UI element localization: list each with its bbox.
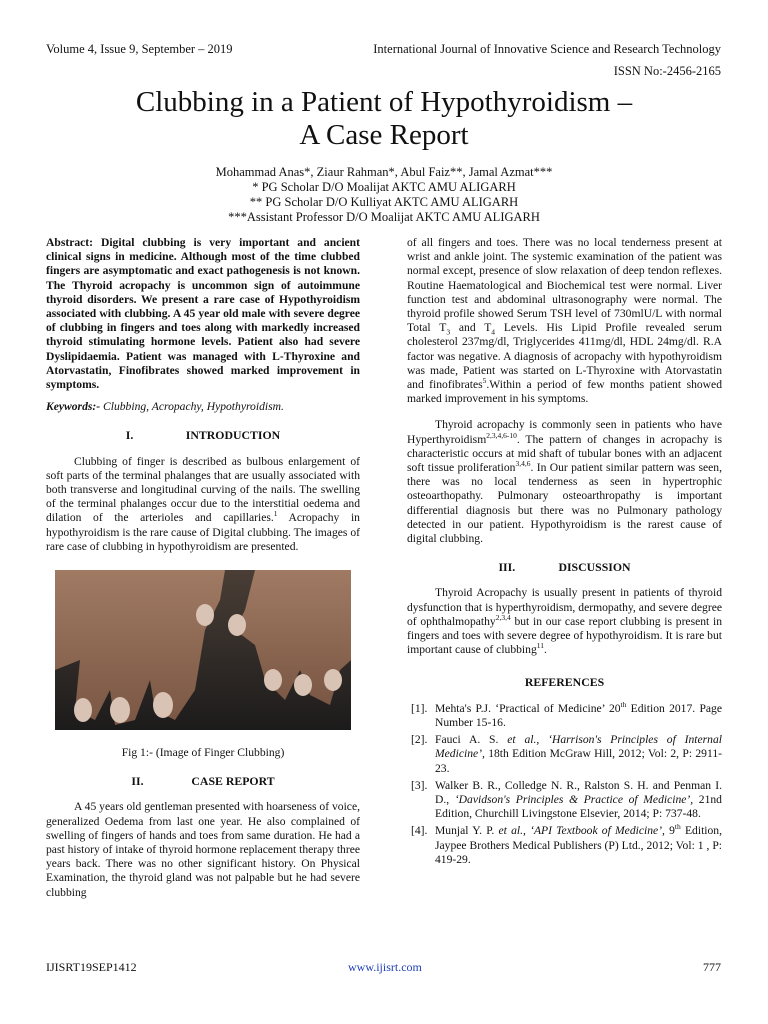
affiliation-1: * PG Scholar D/O Moalijat AKTC AMU ALIGARH: [252, 180, 516, 194]
reference-item: [407, 824, 722, 867]
section-heading-introduction: [46, 428, 360, 442]
figure-caption: Fig 1:- (Image of Finger Clubbing): [121, 746, 285, 760]
reference-number: [1].: [411, 701, 428, 715]
reference-title: et al., ‘API Textbook of Medicine’,: [498, 824, 665, 838]
citation: 1: [273, 509, 278, 519]
reference-text: Edition 2017. Page Number 15-16.: [435, 701, 722, 729]
left-column: [46, 236, 360, 900]
abstract: Abstract: Digital clubbing is very important and ancient clinical signs in medicine. Although most of the time clubbed fingers are asymptomatic and exact pathogenesis is not known. The Thyroid acropachy is uncommon sign of autoimmune thyroid disorders. We present a rare case of Hypothyroidism associated with clubbing. A 45 year old male with severe degree of clubbing in fingers and toes along with markedly increased thyroid stimulating hormone levels. Patient also had severe Dyslipidaemia. Patient was managed with L-Thyroxine and Atorvastatin, Finofibrates showed marked improvement in symptoms.: [46, 236, 360, 392]
section-heading-discussion: [407, 560, 722, 574]
citation: 2,3,4: [495, 613, 511, 623]
header-volume: Volume 4, Issue 9, September – 2019: [46, 42, 233, 56]
intro-paragraph: [46, 455, 360, 554]
footer-page-number: 777: [703, 960, 721, 974]
section-number: II.: [131, 774, 144, 789]
subscript: 3: [446, 327, 451, 337]
footer-article-code: IJISRT19SEP1412: [46, 960, 137, 974]
body-text: Thyroid Acropachy is usually present in patients of thyroid dysfunction that is hyperthyroidism, dermopathy, and severe degree of ophthalmopathy: [407, 586, 722, 628]
author-block: [0, 165, 768, 225]
intro-text: Acropachy in hypothyroidism is the rare cause of Digital clubbing. The images of rare case of clubbing in hypothyroidism are presented.: [46, 511, 360, 553]
body-text: Levels. His Lipid Profile revealed serum cholesterol 237mg/dl, Triglycerides 411mg/dl, HDL 24mg/dl. R.A factor was negative. A diagnosis of acropachy with hypothyroidism was made, Patient was started on L-Thyroxine with Atorvastatin and finofibrates: [407, 321, 722, 392]
reference-text: Mehta's P.J. ‘Practical of Medicine’ 20: [435, 701, 621, 715]
reference-list: [407, 699, 722, 867]
header-journal: International Journal of Innovative Science and Research Technology: [373, 42, 721, 56]
body-text: Thyroid acropachy is commonly seen in patients who have Hyperthyroidism: [407, 418, 722, 446]
body-text: . The pattern of changes in acropachy is characteristic occurs at mid shaft of tubular bones with an adjacent soft tissue proliferation: [407, 432, 722, 475]
reference-title: ‘Davidson's Principles & Practice of Medicine’,: [454, 792, 694, 806]
section-title: DISCUSSION: [558, 560, 631, 575]
reference-text: Munjal Y. P.: [435, 824, 499, 838]
citation: 3,4,6: [515, 459, 531, 469]
reference-item: [407, 699, 722, 730]
section-heading-references: REFERENCES: [524, 675, 605, 690]
body-text: but in our case report clubbing is present in fingers and toes with severe degree of hypothyroidism. It is rare but important cause of clubbing: [407, 614, 722, 657]
finger-clubbing-image: [55, 570, 351, 730]
case-report-continued: [407, 236, 722, 406]
reference-text: Fauci A. S.: [435, 733, 508, 747]
reference-text: 18th Edition McGraw Hill, 2012; Vol: 2, P: 2911-23.: [435, 747, 722, 775]
section-title: CASE REPORT: [191, 774, 275, 789]
citation: 5: [482, 376, 487, 386]
acropachy-paragraph: [407, 418, 722, 546]
body-text: .Within a period of few months patient showed marked improvement in his symptoms.: [407, 378, 722, 406]
body-text: of all fingers and toes. There was no local tenderness present at wrist and ankle joint. The systemic examination of the patient was normal except, presence of slow relaxation of deep tendon reflexes. Routine Haematological and Biochemical test were normal. Liver function test and abdominal ultrasonography were normal. The thyroid profile showed Serum TSH level of 730mlU/L with normal Total T: [407, 236, 722, 335]
keywords-label: Keywords:-: [46, 400, 101, 414]
section-heading-case-report: [46, 774, 360, 788]
keywords: [46, 400, 360, 414]
keywords-text: Clubbing, Acropachy, Hypothyroidism.: [100, 400, 284, 414]
superscript: th: [674, 822, 681, 832]
reference-item: [407, 779, 722, 822]
reference-text: Walker B. R., Colledge N. R., Ralston S. H. and Penman I. D.,: [435, 778, 722, 806]
section-title: INTRODUCTION: [185, 428, 281, 443]
section-number: I.: [125, 428, 134, 443]
discussion-paragraph: [407, 586, 722, 657]
reference-item: [407, 733, 722, 776]
superscript: th: [620, 699, 627, 709]
body-text: .: [544, 643, 547, 657]
subscript: 4: [491, 327, 496, 337]
reference-text: 21nd Edition, Churchill Livingstone Elsevier, 2014; P: 737-48.: [435, 792, 722, 821]
header-issn: ISSN No:-2456-2165: [613, 64, 721, 78]
section-number: III.: [498, 560, 516, 575]
citation: 11: [536, 641, 544, 651]
title-line-2: A Case Report: [299, 119, 469, 151]
reference-number: [2].: [411, 733, 428, 747]
reference-text: Edition, Jaypee Brothers Medical Publishers (P) Ltd., 2012; Vol: 1 , P: 419-29.: [435, 824, 722, 866]
affiliation-2: ** PG Scholar D/O Kulliyat AKTC AMU ALIGARH: [249, 195, 519, 209]
hands-photo: [55, 570, 351, 730]
case-report-paragraph: A 45 years old gentleman presented with hoarseness of voice, generalized Oedema from last one year. He also complained of swelling of fingers of hands and toes from same duration. He had a past history of intake of thyroid hormone replacement therapy three years back. There was no other significant history. On Physical Examination, the thyroid gland was not palpable but he had severe clubbing: [46, 800, 360, 899]
reference-number: [4].: [411, 824, 428, 838]
body-text: and T: [450, 321, 492, 335]
intro-text: Clubbing of finger is described as bulbous enlargement of soft parts of the terminal phalanges that are usually associated with both transverse and longitudinal curving of the nails. The swelling of the terminal phalanges occur due to the interstitial oedema and dilation of the arterioles and capillaries.: [46, 454, 360, 525]
reference-text: 9: [664, 824, 675, 838]
title-line-1: Clubbing in a Patient of Hypothyroidism –: [135, 86, 633, 118]
citation: 2,3,4,6-10: [486, 430, 517, 440]
affiliation-3: ***Assistant Professor D/O Moalijat AKTC AMU ALIGARH: [228, 210, 540, 224]
reference-number: [3].: [411, 778, 428, 792]
author-names: Mohammad Anas*, Ziaur Rahman*, Abul Faiz**, Jamal Azmat***: [215, 165, 553, 179]
right-column: [407, 236, 722, 870]
footer-journal-link[interactable]: www.ijisrt.com: [348, 960, 422, 974]
paper-title: [0, 86, 768, 152]
body-text: . In Our patient similar pattern was seen, there was no local tenderness as seen in hypertrophic osteoarthopathy. Pulmonary osteoarthropathy is important differential diagnosis but there was no Pulmonary pathology detected in our patient. Hypothyroidism is the rarest cause of digital clubbing.: [407, 461, 723, 546]
reference-title: et al., ‘Harrison's Principles of Internal Medicine’,: [435, 733, 722, 761]
